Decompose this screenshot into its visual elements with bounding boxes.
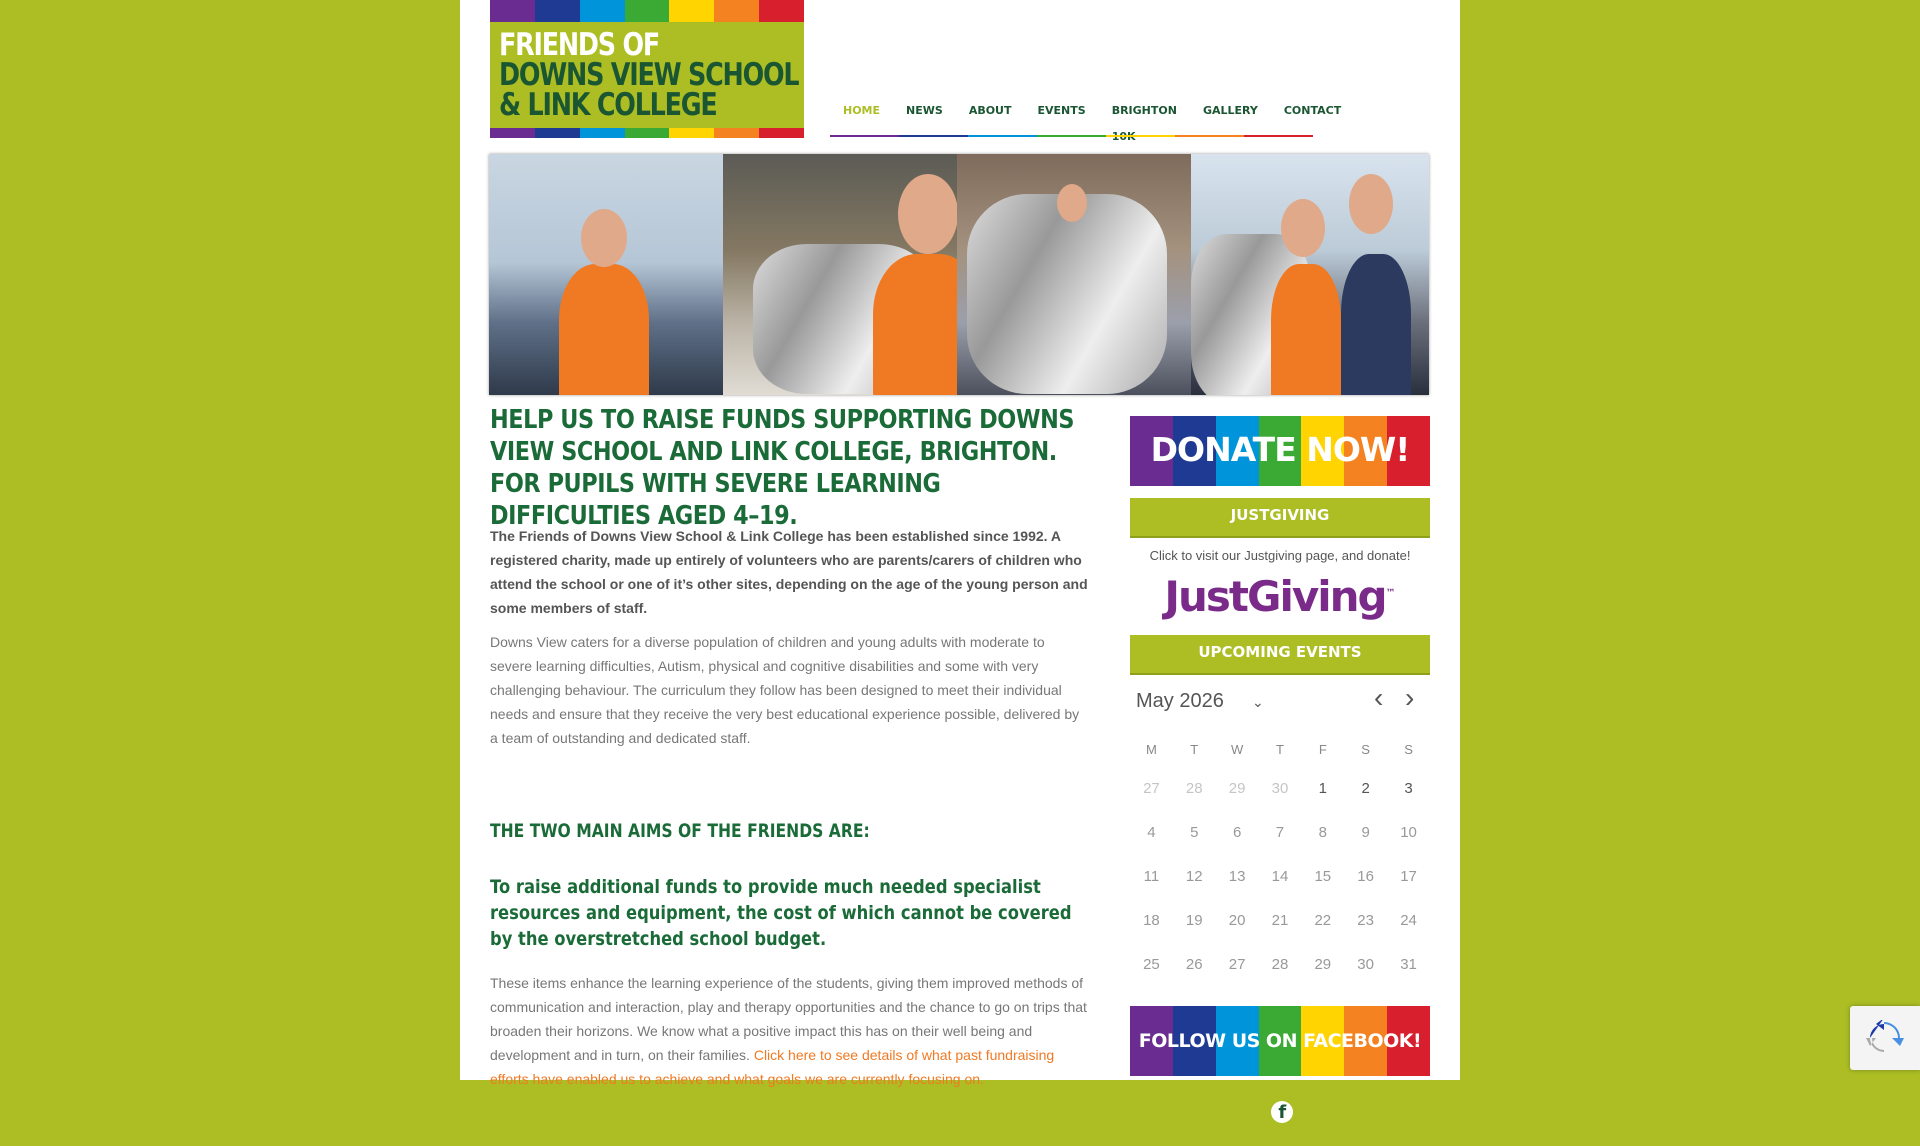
events-calendar — [1130, 680, 1430, 990]
calendar-day[interactable]: 30 — [1357, 955, 1374, 973]
nav-item-events[interactable]: EVENTS — [1037, 104, 1086, 117]
intro-lead-text: The Friends of Downs View School & Link College has been established since 1992. A registered charity, made up entirely of volunteers who are parents/carers of children who attend the school or one of it’s other sites, depending on the age of the young person and some members of staff. — [490, 528, 1088, 616]
calendar-day[interactable]: 25 — [1143, 955, 1160, 973]
calendar-day[interactable]: 12 — [1185, 867, 1203, 885]
calendar-weekday: S — [1361, 741, 1370, 757]
calendar-day[interactable]: 9 — [1361, 823, 1370, 841]
intro-body-text: Downs View caters for a diverse population of children and young adults with moderate to severe learning difficulties, Autism, physical and cognitive disabilities and some with very challenging behaviour. The curriculum they follow has been designed to meet their individual needs and ensure that they receive the very best educational experience possible, delivered by a team of outstanding and dedicated staff. — [490, 634, 1080, 746]
nav-item-home[interactable]: HOME — [843, 104, 881, 117]
aims-body-text — [490, 971, 1090, 1091]
calendar-day[interactable]: 27 — [1143, 779, 1160, 797]
calendar-day[interactable]: 15 — [1314, 867, 1332, 885]
nav-item-gallery[interactable]: GALLERY — [1202, 104, 1258, 117]
calendar-day[interactable]: 23 — [1357, 911, 1374, 929]
calendar-day[interactable]: 24 — [1400, 911, 1417, 929]
facebook-follow-label: FOLLOW US ON FACEBOOK! — [1138, 1030, 1422, 1052]
recaptcha-icon — [1864, 1020, 1904, 1056]
calendar-day[interactable]: 20 — [1228, 911, 1246, 929]
calendar-week-row — [1130, 810, 1430, 854]
main-nav — [830, 98, 1342, 138]
aims-body-copy: These items enhance the learning experience of the students, giving them improved methods of communication and interaction, play and therapy opportunities and the chance to go on trips that broaden their horizons. We know what a positive impact this has on their well being and development and in turn, on their families. — [490, 975, 1087, 1063]
nav-item-news[interactable]: NEWS — [906, 104, 943, 117]
calendar-day[interactable]: 14 — [1271, 867, 1289, 885]
aims-heading: THE TWO MAIN AIMS OF THE FRIENDS ARE: — [490, 820, 870, 842]
calendar-weekday: S — [1404, 741, 1413, 757]
logo-line-2: DOWNS VIEW SCHOOL — [499, 57, 799, 93]
donate-now-label: DONATE NOW! — [1150, 430, 1410, 469]
calendar-day[interactable]: 29 — [1314, 955, 1332, 973]
calendar-week-row — [1130, 854, 1430, 898]
hero-photo-runners-couple — [1191, 154, 1429, 395]
calendar-day[interactable]: 31 — [1400, 955, 1417, 973]
calendar-week-row — [1130, 942, 1430, 986]
hero-banner — [489, 154, 1429, 395]
nav-item-contact[interactable]: CONTACT — [1283, 104, 1342, 117]
calendar-day[interactable]: 2 — [1361, 779, 1370, 797]
aim-one: To raise additional funds to provide much needed specialist resources and equipment, the cost of which cannot be covered by the overstretched school budget. — [490, 876, 1072, 950]
calendar-day[interactable]: 26 — [1185, 955, 1203, 973]
page-container — [460, 0, 1460, 1123]
calendar-weekday: M — [1146, 741, 1157, 757]
justgiving-logo-text: JustGiving — [1164, 572, 1386, 621]
calendar-weekday: T — [1275, 741, 1284, 757]
chevron-down-icon[interactable]: ⌄ — [1252, 694, 1264, 710]
calendar-day[interactable]: 21 — [1271, 911, 1289, 929]
logo-rainbow-bottom — [490, 128, 804, 138]
calendar-day[interactable]: 11 — [1143, 867, 1160, 885]
past-fundraising-link[interactable]: Click here to see details of what past fundraising efforts have enabled us to achieve and what goals we are currently focusing on. — [490, 1047, 1055, 1087]
calendar-day[interactable]: 19 — [1185, 911, 1203, 929]
calendar-month-select[interactable]: May 2026 — [1136, 690, 1224, 712]
justgiving-logo[interactable] — [1130, 572, 1430, 621]
calendar-day[interactable]: 3 — [1404, 779, 1413, 797]
calendar-day[interactable]: 7 — [1275, 823, 1285, 841]
calendar-day[interactable]: 4 — [1147, 823, 1156, 841]
logo-rainbow-top — [490, 0, 804, 22]
justgiving-text: Click to visit our Justgiving page, and donate! — [1149, 548, 1411, 563]
calendar-weekday: F — [1318, 741, 1327, 757]
facebook-follow-button[interactable] — [1130, 1006, 1430, 1123]
justgiving-widget-title: JUSTGIVING — [1130, 498, 1430, 538]
calendar-day[interactable]: 28 — [1271, 955, 1289, 973]
calendar-week-row — [1130, 766, 1430, 810]
upcoming-events-title: UPCOMING EVENTS — [1130, 635, 1430, 675]
calendar-day[interactable]: 28 — [1185, 779, 1203, 797]
calendar-day[interactable]: 13 — [1228, 867, 1246, 885]
recaptcha-badge[interactable] — [1850, 1006, 1920, 1070]
calendar-weekday: T — [1190, 741, 1199, 757]
donate-now-button[interactable] — [1130, 416, 1430, 486]
calendar-day[interactable]: 10 — [1400, 823, 1417, 841]
calendar-prev-icon[interactable]: ‹ — [1374, 682, 1384, 713]
calendar-day[interactable]: 30 — [1271, 779, 1289, 797]
hero-photo-crowd — [957, 154, 1191, 395]
page-headline: HELP US TO RAISE FUNDS SUPPORTING DOWNS VIEW SCHOOL AND LINK COLLEGE, BRIGHTON. FOR PUPILS WITH SEVERE LEARNING DIFFICULTIES AGED 4–19. — [490, 405, 1075, 531]
hero-photo-runner-2 — [723, 154, 957, 395]
nav-item-brighton-10k[interactable]: BRIGHTON — [1111, 104, 1177, 117]
calendar-day[interactable]: 17 — [1400, 867, 1417, 885]
calendar-day[interactable]: 29 — [1228, 779, 1246, 797]
calendar-day[interactable]: 16 — [1357, 867, 1374, 885]
justgiving-tm: ™ — [1385, 588, 1396, 599]
nav-rainbow-line — [830, 135, 1313, 137]
calendar-day[interactable]: 8 — [1318, 823, 1327, 841]
logo-line-3: & LINK COLLEGE — [499, 87, 717, 123]
calendar-week-row — [1130, 898, 1430, 942]
hero-photo-runner-1 — [489, 154, 723, 395]
calendar-weekday: W — [1230, 741, 1244, 757]
calendar-day[interactable]: 6 — [1232, 823, 1242, 841]
calendar-day[interactable]: 1 — [1318, 779, 1327, 797]
calendar-grid — [1130, 732, 1430, 986]
nav-item-about[interactable]: ABOUT — [968, 104, 1012, 117]
calendar-day[interactable]: 22 — [1314, 911, 1332, 929]
logo-line-1: FRIENDS OF — [499, 27, 659, 63]
calendar-day[interactable]: 18 — [1143, 911, 1160, 929]
calendar-next-icon[interactable]: › — [1405, 682, 1415, 713]
site-logo[interactable] — [490, 0, 804, 138]
calendar-day[interactable]: 27 — [1228, 955, 1246, 973]
facebook-icon: f — [1271, 1101, 1293, 1123]
calendar-day[interactable]: 5 — [1190, 823, 1199, 841]
